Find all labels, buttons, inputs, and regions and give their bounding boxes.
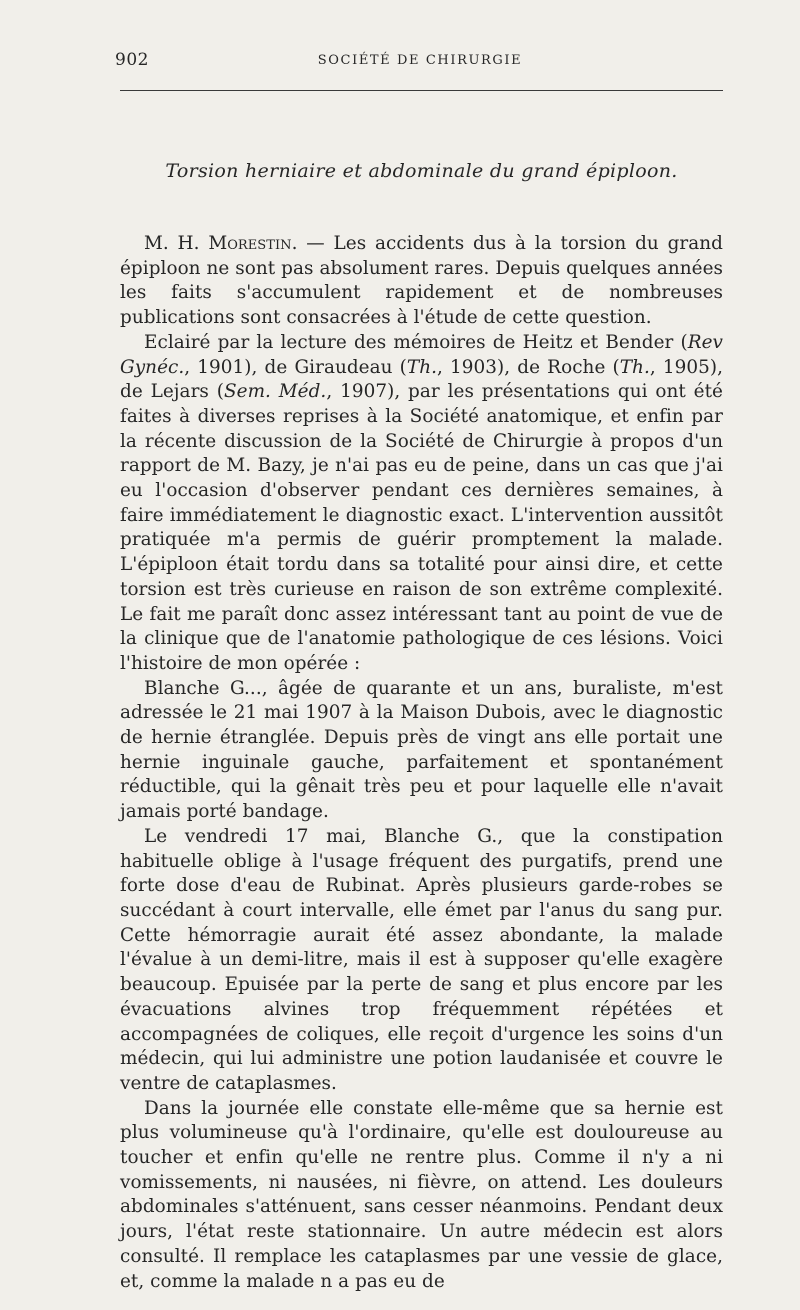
citation-journal: Th.	[406, 356, 437, 378]
paragraph: Dans la journée elle constate elle-même que sa hernie est plus volumineuse qu'à l'ordinaire, qu'elle est douloureuse au toucher et enfin qu'elle ne rentre plus. Comme il n'y a ni vomissements, ni nausées, ni fièvre, on attend. Les douleurs abdominales s'atténuent, sans cesser néanmoins. Pendant deux jours, l'état reste stationnaire. Un autre médecin est alors consulté. Il remplace les cataplasmes par une vessie de glace, et, comme la malade n a pas eu de	[120, 1097, 723, 1292]
paragraph-text: , 1907), par les présentations qui ont été faites à diverses reprises à la Société anatomique, et enfin par la récente discussion de la Société de Chirurgie à propos d'un rapport de M. Bazy, je n'ai pas eu de peine, dans un cas que j'ai eu l'occasion d'observer pendant ces dernières semaines, à faire immédiatement le diagnostic exact. L'intervention aussitôt pratiquée m'a permis de guérir promptement la malade. L'épiploon était tordu dans sa totalité pour ainsi dire, et cette torsion est très curieuse en raison de son extrême complexité. Le fait me paraît donc assez intéressant tant au point de vue de la clinique que de l'anatomie pathologique de ces lésions. Voici l'histoire de mon opérée :	[120, 381, 723, 674]
article-body	[120, 232, 723, 1294]
author-name: M. H. Morestin.	[144, 233, 298, 254]
citation-journal: Sem. Méd.	[223, 381, 327, 403]
paragraph: Blanche G..., âgée de quarante et un ans, buraliste, m'est adressée le 21 mai 1907 à la Maison Dubois, avec le diagnostic de hernie étranglée. Depuis près de vingt ans elle portait une hernie inguinale gauche, parfaitement et spontanément réductible, qui la gênait très peu et pour laquelle elle n'avait jamais porté bandage.	[120, 677, 723, 823]
paragraph-text: , 1901), de Giraudeau (	[184, 356, 407, 378]
paragraph	[120, 232, 723, 331]
paragraph	[120, 331, 723, 677]
page-header	[115, 50, 725, 72]
paragraph-text: , 1903), de Roche (	[437, 356, 620, 378]
paragraph-text: , 1905), de Lejars (	[120, 356, 723, 403]
paragraph-text: — Les accidents dus à la torsion du grand épiploon ne sont pas absolument rares. Depuis quelques années les faits s'accumulent rapidement et de nombreuses publications sont consacrées à l'étude de cette question.	[120, 233, 724, 329]
paragraph: Le vendredi 17 mai, Blanche G., que la constipation habituelle oblige à l'usage fréquent des purgatifs, prend une forte dose d'eau de Rubinat. Après plusieurs garde-robes se succédant à court intervalle, elle émet par l'anus du sang pur. Cette hémorragie aurait été assez abondante, la malade l'évalue à un demi-litre, mais il est à supposer qu'elle exagère beaucoup. Epuisée par la perte de sang et plus encore par les évacuations alvines trop fréquemment répétées et accompagnées de coliques, elle reçoit d'urgence les soins d'un médecin, qui lui administre une potion laudanisée et couvre le ventre de cataplasmes.	[120, 825, 723, 1094]
article-title: Torsion herniaire et abdominale du grand épiploon.	[165, 160, 678, 182]
page-number: 902	[115, 50, 149, 70]
paragraph-text: Eclairé par la lecture des mémoires de Heitz et Bender (	[144, 331, 688, 353]
citation-journal: Th.	[619, 356, 650, 378]
running-head: SOCIÉTÉ DE CHIRURGIE	[317, 53, 523, 68]
citation-journal: Rev Gynéc.	[120, 331, 723, 378]
header-rule	[120, 90, 723, 91]
